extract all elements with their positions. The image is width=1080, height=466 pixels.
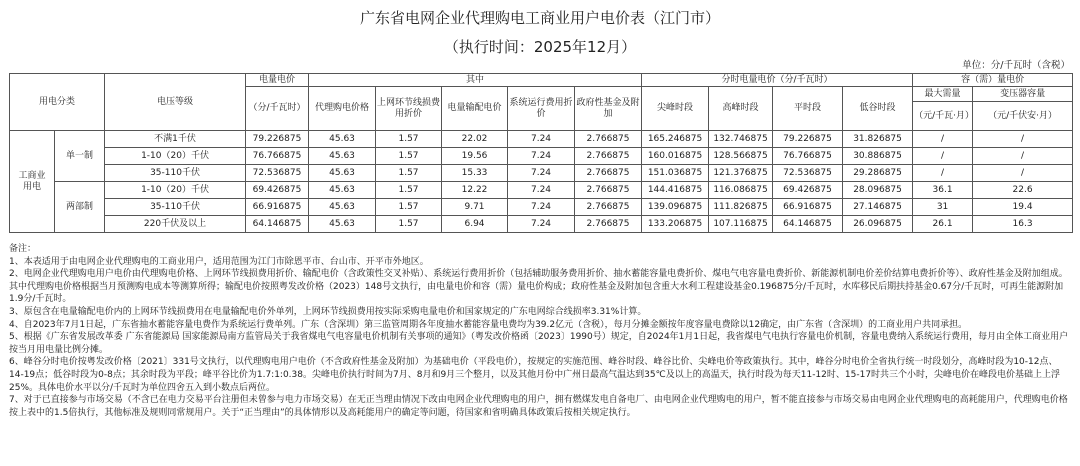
- header-transmission: 电量输配电价: [442, 87, 508, 131]
- cell-energy: 66.916875: [246, 199, 309, 216]
- cell-energy: 79.226875: [246, 131, 309, 148]
- header-high: 高峰时段: [709, 87, 773, 131]
- cell-flat: 66.916875: [773, 199, 843, 216]
- cell-flat: 64.146875: [773, 216, 843, 233]
- cell-loss: 1.57: [376, 182, 442, 199]
- table-row: [10, 182, 1073, 199]
- note-item: 4、自2023年7月1日起，广东省抽水蓄能容量电费作为系统运行费单列。广东（含深圳）第三监管周期各年度抽水蓄能容量电费均为39.2亿元（含税），每月分摊金额按年度容量电费除以12确定，由广东省（含深圳）的工商业用户共同承担。: [9, 319, 968, 330]
- cell-xfmr: 22.6: [973, 182, 1073, 199]
- header-flat: 平时段: [773, 87, 843, 131]
- cell-valley: 31.826875: [843, 131, 913, 148]
- header-valley: 低谷时段: [843, 87, 913, 131]
- cell-demand: 31: [913, 199, 973, 216]
- cell-voltage: 不满1千伏: [105, 131, 246, 148]
- cell-agency: 45.63: [309, 131, 376, 148]
- cell-peak: 139.096875: [642, 199, 709, 216]
- cell-valley: 29.286875: [843, 165, 913, 182]
- table-row: [10, 131, 1073, 148]
- cell-voltage: 35-110千伏: [105, 165, 246, 182]
- header-transformer-unit: （元/千伏安·月）: [973, 102, 1073, 131]
- table-row: [10, 148, 1073, 165]
- cell-sys: 7.24: [508, 165, 575, 182]
- cell-agency: 45.63: [309, 199, 376, 216]
- table-row: [10, 165, 1073, 182]
- note-item: 7、对于已直接参与市场交易（不含已在电力交易平台注册但未曾参与电力市场交易）在无正当理由情况下改由电网企业代理购电的用户，拥有燃煤发电自备电厂、由电网企业代理购电的用户，暂不能直接参与市场交易由电网企业代理购电的高耗能用户，代理购电价格按上表中的1.5倍执行，其他标准及规则同常规用户。关于“正当理由”的具体情形以及高耗能用户的确定等问题，待国家和省明确具体政策后按相关规定执行。: [9, 395, 1068, 418]
- cell-xfmr: 16.3: [973, 216, 1073, 233]
- header-gov-fund: 政府性基金及附加: [575, 87, 642, 131]
- note-heading: 备注：: [9, 244, 37, 254]
- cell-sys: 7.24: [508, 182, 575, 199]
- cell-high: 132.746875: [709, 131, 773, 148]
- cell-valley: 28.096875: [843, 182, 913, 199]
- cell-valley: 30.886875: [843, 148, 913, 165]
- table-row: [10, 199, 1073, 216]
- cell-flat: 72.536875: [773, 165, 843, 182]
- cell-high: 107.116875: [709, 216, 773, 233]
- cell-loss: 1.57: [376, 148, 442, 165]
- cell-flat: 69.426875: [773, 182, 843, 199]
- document-title: 广东省电网企业代理购电工商业用户电价表（江门市）: [359, 9, 720, 27]
- header-max-demand-unit: （元/千瓦·月）: [913, 102, 973, 131]
- note-item: 6、峰谷分时电价按粤发改价格〔2021〕331号文执行，以代理购电用户电价（不含政府性基金及附加）为基础电价（平段电价），按规定的实施范围、峰谷时段、峰谷比价、尖峰电价等政策执行。其中，峰谷分时电价全省执行统一时段划分，高峰时段为10-12点、14-19点；低谷时段为0-8点；其余时段为平段；峰平谷比价为1.7:1:0.38。尖峰电价执行时间为7月、8月和9月三个整月，以及其他月份中广州日最高气温达到35℃及以上的高温天，执行时段为每天11-12时、15-17时共三个小时，尖峰电价在峰段电价基础上上浮25%。具体电价水平以分/千瓦时为单位四舍五入到小数点后两位。: [9, 357, 1061, 393]
- cell-gov: 2.766875: [575, 199, 642, 216]
- cell-gov: 2.766875: [575, 216, 642, 233]
- cell-sys: 7.24: [508, 199, 575, 216]
- header-agency-price: 代理购电价格: [309, 87, 376, 131]
- cell-xfmr: /: [973, 131, 1073, 148]
- cell-agency: 45.63: [309, 148, 376, 165]
- cell-voltage: 35-110千伏: [105, 199, 246, 216]
- unit-label: 单位：分/千瓦时（含税）: [962, 60, 1070, 71]
- header-energy-price-unit: （分/千瓦时）: [246, 87, 309, 131]
- cell-loss: 1.57: [376, 216, 442, 233]
- cell-agency: 45.63: [309, 165, 376, 182]
- header-among: 其中: [309, 74, 642, 87]
- cell-peak: 144.416875: [642, 182, 709, 199]
- cell-energy: 76.766875: [246, 148, 309, 165]
- cell-peak: 151.036875: [642, 165, 709, 182]
- note-item: 2、电网企业代理购电用户电价由代理购电价格、上网环节线损费用折价、输配电价（含政策性交叉补贴）、系统运行费用折价（包括辅助服务费用折价、抽水蓄能容量电费折价、煤电气电容量电费折价、新能源机制电价差价结算电费折价等）、政府性基金及附加组成。其中代理购电价格根据当月预测购电成本等测算所得；输配电价按照粤发改价格（2023）148号文执行，由电量电价和容（需）量电价构成；政府性基金及附加包含重大水利工程建设基金0.196875分/千瓦时，水库移民后期扶持基金0.67分/千瓦时，可再生能源附加1.9分/千瓦时。: [9, 269, 1068, 305]
- cell-peak: 165.246875: [642, 131, 709, 148]
- cell-agency: 45.63: [309, 216, 376, 233]
- notes-section: [9, 243, 1072, 419]
- cell-peak: 160.016875: [642, 148, 709, 165]
- header-system-cost: 系统运行费用折价: [508, 87, 575, 131]
- cell-demand: /: [913, 131, 973, 148]
- header-upstream-loss: 上网环节线损费用折价: [376, 87, 442, 131]
- note-item: 5、根据《广东省发展改革委 广东省能源局 国家能源局南方监管局关于我省煤电气电容量电价机制有关事项的通知》（粤发改价格函〔2023〕1990号）规定，自2024年1月1日起，我省煤电气电执行容量电价机制，容量电费纳入系统运行费用，每月由全体工商业用户按当月用电量比例分摊。: [9, 332, 1069, 355]
- cell-energy: 72.536875: [246, 165, 309, 182]
- cell-trans: 19.56: [442, 148, 508, 165]
- note-item: 3、原包含在电量输配电价内的上网环节线损费用在电量输配电价外单列，上网环节线损费用按实际采购电量电价和国家规定的广东电网综合线损率3.31%计算。: [9, 306, 647, 317]
- table-row: [10, 216, 1073, 233]
- cell-flat: 79.226875: [773, 131, 843, 148]
- cell-demand: /: [913, 148, 973, 165]
- cell-high: 128.566875: [709, 148, 773, 165]
- cell-demand: /: [913, 165, 973, 182]
- cell-loss: 1.57: [376, 165, 442, 182]
- header-capacity: 容（需）量电价: [913, 74, 1073, 87]
- header-max-demand: 最大需量: [913, 87, 973, 102]
- cell-energy: 69.426875: [246, 182, 309, 199]
- cell-voltage: 1-10（20）千伏: [105, 182, 246, 199]
- cell-voltage: 220千伏及以上: [105, 216, 246, 233]
- cell-sys: 7.24: [508, 131, 575, 148]
- cell-xfmr: /: [973, 148, 1073, 165]
- header-transformer: 变压器容量: [973, 87, 1073, 102]
- cell-trans: 6.94: [442, 216, 508, 233]
- cell-sys: 7.24: [508, 148, 575, 165]
- header-peak: 尖峰时段: [642, 87, 709, 131]
- cell-valley: 26.096875: [843, 216, 913, 233]
- cell-trans: 12.22: [442, 182, 508, 199]
- cell-high: 111.826875: [709, 199, 773, 216]
- cell-sys: 7.24: [508, 216, 575, 233]
- cell-loss: 1.57: [376, 131, 442, 148]
- cell-high: 116.086875: [709, 182, 773, 199]
- header-voltage: 电压等级: [105, 74, 246, 131]
- two-part-label: 两部制: [55, 182, 105, 233]
- header-category: 用电分类: [10, 74, 105, 131]
- document-subtitle: （执行时间：2025年12月）: [443, 38, 637, 56]
- cell-high: 121.376875: [709, 165, 773, 182]
- single-label: 单一制: [55, 131, 105, 182]
- price-table: [9, 73, 1073, 233]
- cell-trans: 22.02: [442, 131, 508, 148]
- cell-trans: 15.33: [442, 165, 508, 182]
- header-energy-price: 电量电价: [246, 74, 309, 87]
- cell-trans: 9.71: [442, 199, 508, 216]
- cell-gov: 2.766875: [575, 148, 642, 165]
- cell-xfmr: 19.4: [973, 199, 1073, 216]
- cell-demand: 36.1: [913, 182, 973, 199]
- cell-gov: 2.766875: [575, 182, 642, 199]
- cell-valley: 27.146875: [843, 199, 913, 216]
- cell-peak: 133.206875: [642, 216, 709, 233]
- cell-energy: 64.146875: [246, 216, 309, 233]
- header-tou: 分时电量电价（分/千瓦时）: [642, 74, 913, 87]
- cell-xfmr: /: [973, 165, 1073, 182]
- group-label: 工商业用电: [10, 131, 55, 233]
- cell-gov: 2.766875: [575, 131, 642, 148]
- cell-agency: 45.63: [309, 182, 376, 199]
- cell-gov: 2.766875: [575, 165, 642, 182]
- cell-flat: 76.766875: [773, 148, 843, 165]
- cell-demand: 26.1: [913, 216, 973, 233]
- cell-voltage: 1-10（20）千伏: [105, 148, 246, 165]
- cell-loss: 1.57: [376, 199, 442, 216]
- note-item: 1、本表适用于由电网企业代理购电的工商业用户，适用范围为江门市除恩平市、台山市、开平市外地区。: [9, 256, 429, 267]
